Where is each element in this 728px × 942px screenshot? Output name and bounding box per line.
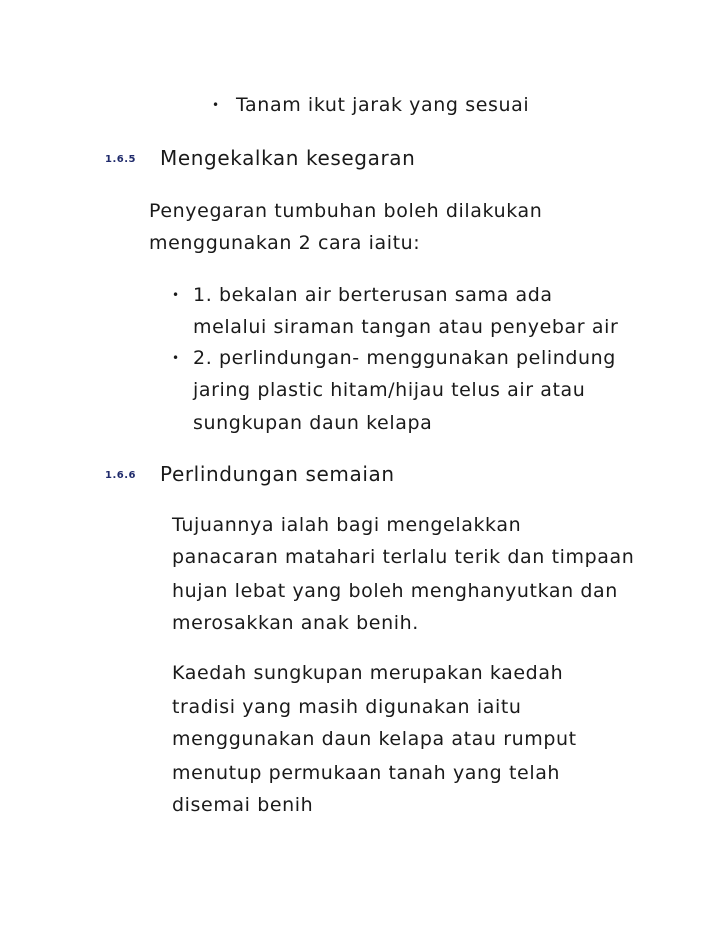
bullet-item: Tanam ikut jarak yang sesuai (236, 94, 530, 116)
paragraph-line: Penyegaran tumbuhan boleh dilakukan (149, 200, 543, 222)
bullet-item-line: 2. perlindungan- menggunakan pelindung (193, 347, 616, 369)
paragraph-line: disemai benih (172, 794, 314, 816)
section-title: Perlindungan semaian (160, 462, 395, 486)
bullet-item-line: sungkupan daun kelapa (193, 412, 433, 434)
bullet-item-line: melalui siraman tangan atau penyebar air (193, 316, 619, 338)
bullet-dot: • (212, 98, 220, 112)
bullet-dot: • (172, 288, 180, 302)
section-number: 1.6.5 (105, 154, 136, 165)
bullet-dot: • (172, 351, 180, 365)
paragraph-line: panacaran matahari terlalu terik dan timpaan (172, 546, 635, 568)
paragraph-line: merosakkan anak benih. (172, 612, 419, 634)
section-title: Mengekalkan kesegaran (160, 146, 416, 170)
paragraph-line: menutup permukaan tanah yang telah (172, 762, 561, 784)
paragraph-line: tradisi yang masih digunakan iaitu (172, 696, 522, 718)
section-number: 1.6.6 (105, 470, 136, 481)
bullet-item-line: 1. bekalan air berterusan sama ada (193, 284, 553, 306)
paragraph-line: menggunakan 2 cara iaitu: (149, 232, 421, 254)
paragraph-line: Tujuannya ialah bagi mengelakkan (172, 514, 522, 536)
paragraph-line: Kaedah sungkupan merupakan kaedah (172, 662, 564, 684)
bullet-item-line: jaring plastic hitam/hijau telus air atau (193, 379, 586, 401)
paragraph-line: menggunakan daun kelapa atau rumput (172, 728, 577, 750)
paragraph-line: hujan lebat yang boleh menghanyutkan dan (172, 580, 618, 602)
